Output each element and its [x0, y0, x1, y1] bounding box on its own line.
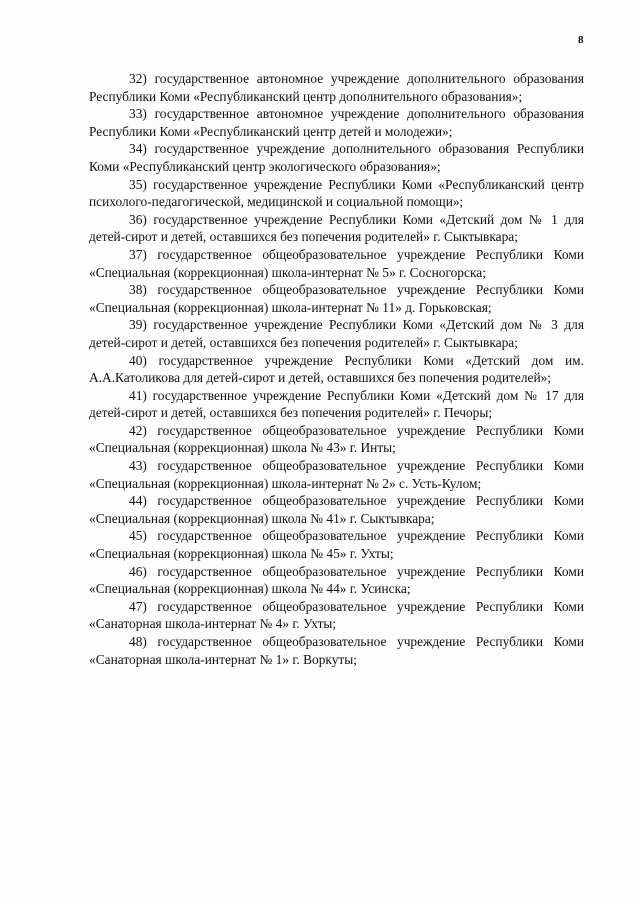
- institution-list: [89, 70, 584, 668]
- list-item-38: 38) государственное общеобразовательное учреждение Республики Коми «Специальная (коррекционная) школа-интернат № 11» д. Горьковская;: [89, 282, 584, 315]
- list-item-43: 43) государственное общеобразовательное учреждение Республики Коми «Специальная (коррекционная) школа-интернат № 2» с. Усть-Кулом;: [89, 458, 584, 491]
- list-item-32: 32) государственное автономное учреждение дополнительного образования Республики Коми «Республиканский центр дополнительного образования»;: [89, 71, 584, 104]
- list-item-45: 45) государственное общеобразовательное учреждение Республики Коми «Специальная (коррекционная) школа № 45» г. Ухты;: [89, 528, 584, 562]
- page-number: 8: [578, 34, 584, 46]
- list-item-33: 33) государственное автономное учреждение дополнительного образования Республики Коми «Республиканский центр детей и молодежи»;: [89, 106, 584, 139]
- list-item-46: 46) государственное общеобразовательное учреждение Республики Коми «Специальная (коррекционная) школа № 44» г. Усинска;: [89, 563, 584, 597]
- list-item-34: 34) государственное учреждение дополнительного образования Республики Коми «Республиканский центр экологического образования»;: [89, 141, 584, 174]
- list-item-41: 41) государственное учреждение Республики Коми «Детский дом № 17 для детей-сирот и детей, оставшихся без попечения родителей» г. Печоры;: [89, 387, 584, 421]
- list-item-39: 39) государственное учреждение Республики Коми «Детский дом № 3 для детей-сирот и детей, оставшихся без попечения родителей» г. Сыктывкара;: [89, 317, 584, 350]
- list-item-40: 40) государственное учреждение Республики Коми «Детский дом им. А.А.Католикова для детей-сирот и детей, оставшихся без попечения родителей»;: [89, 352, 584, 386]
- list-item-42: 42) государственное общеобразовательное учреждение Республики Коми «Специальная (коррекционная) школа № 43» г. Инты;: [89, 422, 584, 456]
- list-item-44: 44) государственное общеобразовательное учреждение Республики Коми «Специальная (коррекционная) школа № 41» г. Сыктывкара;: [89, 493, 584, 526]
- list-item-48: 48) государственное общеобразовательное учреждение Республики Коми «Санаторная школа-интернат № 1» г. Воркуты;: [89, 634, 584, 667]
- list-item-36: 36) государственное учреждение Республики Коми «Детский дом № 1 для детей-сирот и детей, оставшихся без попечения родителей» г. Сыктывкара;: [89, 211, 584, 245]
- list-item-37: 37) государственное общеобразовательное учреждение Республики Коми «Специальная (коррекционная) школа-интернат № 5» г. Сосногорска;: [89, 246, 584, 280]
- list-item-47: 47) государственное общеобразовательное учреждение Республики Коми «Санаторная школа-интернат № 4» г. Ухты;: [89, 598, 584, 632]
- list-item-35: 35) государственное учреждение Республики Коми «Республиканский центр психолого-педагогической, медицинской и социальной помощи»;: [89, 176, 584, 210]
